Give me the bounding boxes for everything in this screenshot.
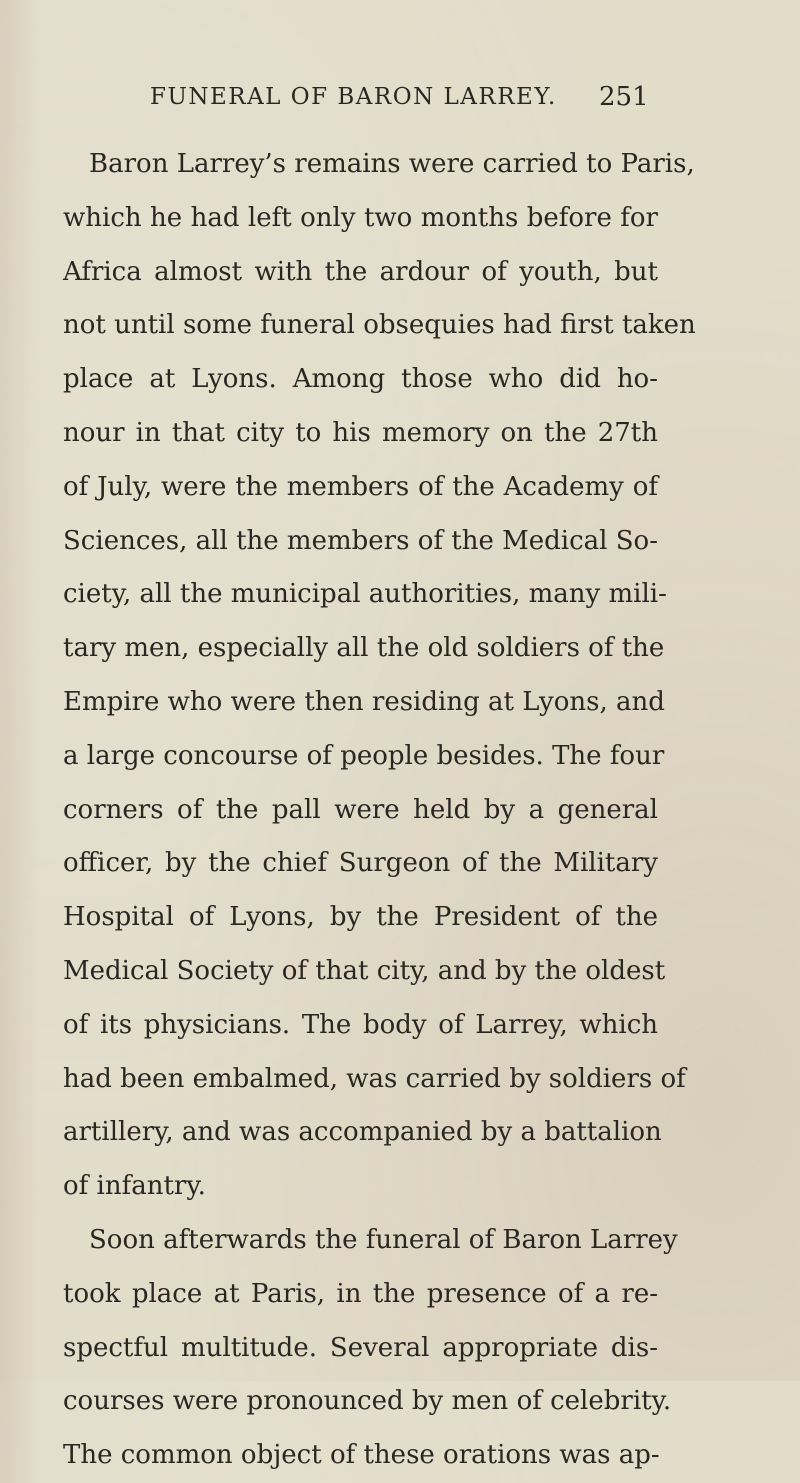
text-line: The common object of these orations was ap- [63,1440,660,1471]
running-head [150,84,650,124]
paragraph-2 [63,1214,678,1483]
text-line: courses were pronounced by men of celebrity. [63,1386,672,1417]
text-line: Soon afterwards the funeral of Baron Larrey [89,1224,678,1255]
paragraph-1 [63,138,696,1214]
text-line: Baron Larrey’s remains were carried to Paris, [89,149,695,179]
text-line: spectful multitude. Several appropriate dis- [63,1332,658,1363]
text-line: took place at Paris, in the presence of a re- [63,1278,658,1309]
text-line: which he had left only two months before for [63,202,658,233]
text-line: officer, by the chief Surgeon of the Military [63,848,658,879]
text-line: had been embalmed, was carried by soldiers of [63,1063,686,1094]
text-line: Africa almost with the ardour of youth, but [63,256,658,287]
body-text [63,138,696,1483]
text-line: tary men, especially all the old soldiers of the [63,633,665,664]
text-line: of July, were the members of the Academy of [63,471,658,502]
text-line: Empire who were then residing at Lyons, and [63,686,665,717]
page-number: 251 [599,82,649,112]
text-line: not until some funeral obsequies had first taken [63,310,696,341]
text-line: Hospital of Lyons, by the President of the [63,902,658,933]
text-line: artillery, and was accompanied by a battalion [63,1117,662,1148]
text-line: of its physicians. The body of Larrey, which [63,1009,658,1040]
text-line: a large concourse of people besides. The four [63,740,665,771]
text-line: corners of the pall were held by a general [63,794,658,825]
text-line: Medical Society of that city, and by the oldest [63,955,666,986]
text-line: Sciences, all the members of the Medical So- [63,525,658,556]
text-line: place at Lyons. Among those who did ho- [63,364,658,395]
text-line: ciety, all the municipal authorities, many mili- [63,579,667,610]
text-line: of infantry. [63,1171,206,1202]
text-line: nour in that city to his memory on the 27th [63,417,658,448]
running-title: FUNERAL OF BARON LARREY. [150,84,557,110]
